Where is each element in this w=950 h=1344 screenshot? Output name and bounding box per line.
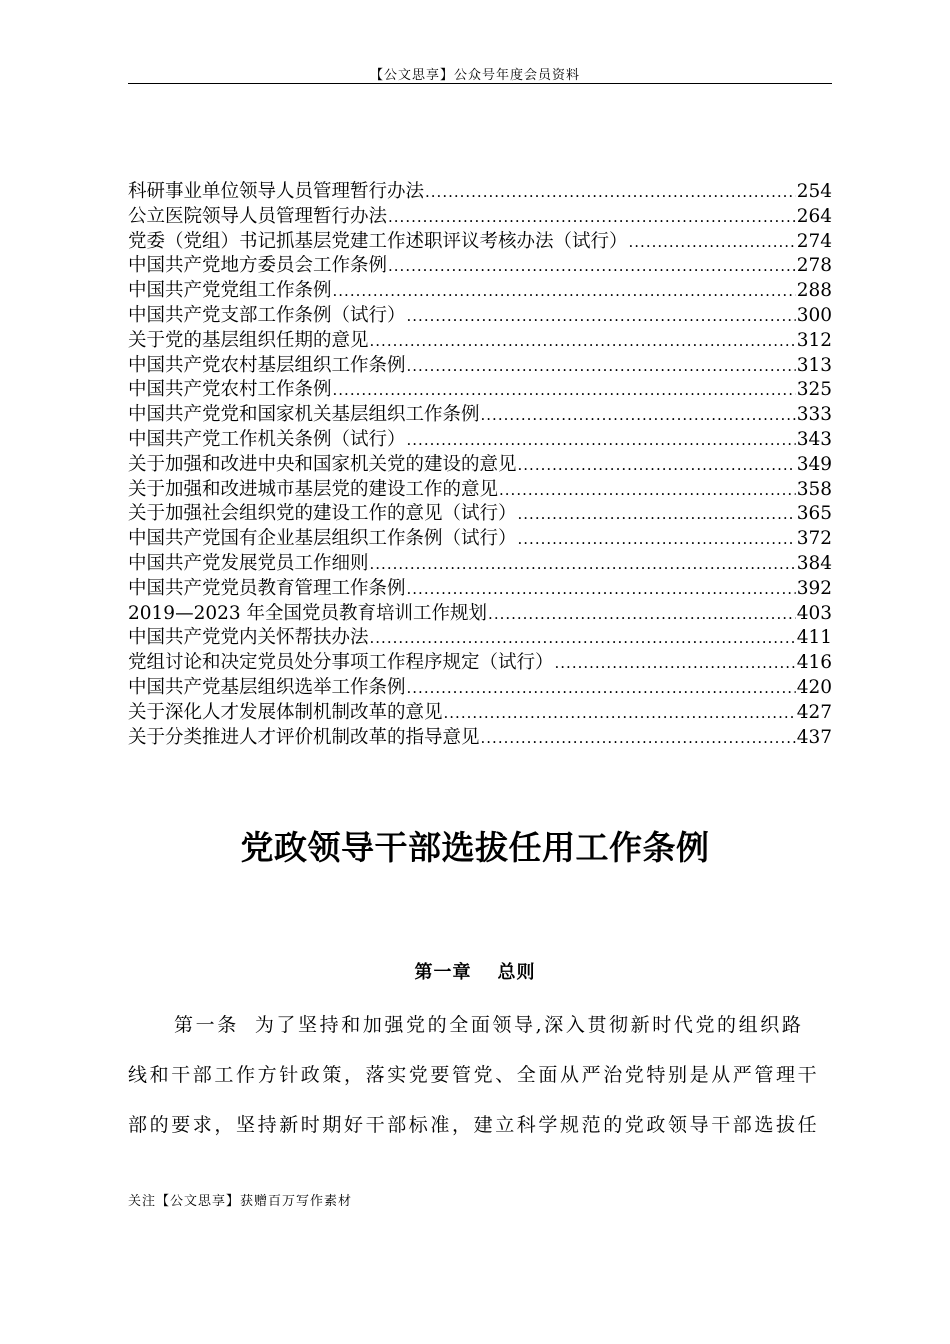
toc-page-number: 416 (796, 652, 832, 674)
toc-entry[interactable] (128, 329, 832, 354)
toc-dot-leader (407, 428, 796, 453)
toc-page-number: 365 (796, 503, 832, 525)
page-header: 【公文思享】公众号年度会员资料 (369, 68, 580, 83)
toc-dot-leader (407, 354, 796, 379)
toc-entry-title: 中国共产党党员教育管理工作条例 (128, 577, 406, 599)
toc-page-number: 437 (796, 726, 832, 748)
toc-page-number: 392 (796, 577, 832, 599)
toc-page-number: 349 (796, 453, 832, 475)
toc-dot-leader (518, 527, 796, 552)
toc-page-number: 333 (796, 404, 832, 426)
article-line-2: 线和干部工作方针政策，落实党要管党、全面从严治党特别是从严管理干 (128, 1064, 820, 1086)
toc-page-number: 300 (796, 304, 832, 326)
toc-dot-leader (481, 726, 796, 751)
toc-entry-title: 中国共产党党内关怀帮扶办法 (128, 627, 369, 649)
toc-entry-title: 中国共产党党和国家机关基层组织工作条例 (128, 404, 480, 426)
toc-entry-title: 中国共产党国有企业基层组织工作条例（试行） (128, 528, 517, 550)
toc-page-number: 358 (796, 478, 832, 500)
toc-entry-title: 中国共产党党组工作条例 (128, 280, 332, 302)
table-of-contents (128, 180, 832, 750)
toc-dot-leader (518, 502, 796, 527)
toc-entry[interactable] (128, 602, 832, 627)
toc-entry[interactable] (128, 478, 832, 503)
toc-dot-leader (488, 602, 796, 627)
toc-entry-title: 中国共产党支部工作条例（试行） (128, 304, 406, 326)
toc-dot-leader (333, 279, 796, 304)
toc-page-number: 372 (796, 528, 832, 550)
toc-entry[interactable] (128, 304, 832, 329)
toc-entry-title: 关于加强和改进中央和国家机关党的建设的意见 (128, 453, 517, 475)
chapter-number: 第一章 (414, 962, 472, 983)
toc-entry[interactable] (128, 180, 832, 205)
toc-dot-leader (407, 676, 796, 701)
toc-dot-leader (388, 205, 796, 230)
chapter-name: 总则 (497, 962, 536, 983)
toc-entry[interactable] (128, 279, 832, 304)
toc-dot-leader (555, 651, 796, 676)
toc-dot-leader (370, 329, 796, 354)
toc-page-number: 264 (796, 205, 832, 227)
toc-entry[interactable] (128, 378, 832, 403)
toc-entry[interactable] (128, 626, 832, 651)
toc-entry-title: 关于加强社会组织党的建设工作的意见（试行） (128, 503, 517, 525)
toc-entry-title: 中国共产党发展党员工作细则 (128, 552, 369, 574)
toc-page-number: 427 (796, 701, 832, 723)
toc-entry-title: 关于分类推进人才评价机制改革的指导意见 (128, 726, 480, 748)
toc-entry[interactable] (128, 453, 832, 478)
toc-entry[interactable] (128, 676, 832, 701)
toc-entry-title: 关于党的基层组织任期的意见 (128, 329, 369, 351)
toc-page-number: 420 (796, 676, 832, 698)
toc-entry[interactable] (128, 230, 832, 255)
toc-entry-title: 中国共产党工作机关条例（试行） (128, 428, 406, 450)
toc-entry-title: 中国共产党农村工作条例 (128, 379, 332, 401)
toc-page-number: 403 (796, 602, 832, 624)
article-text: 为了坚持和加强党的全面领导,深入贯彻新时代党的组织路 (254, 1014, 804, 1036)
toc-page-number: 343 (796, 428, 832, 450)
toc-entry-title: 党委（党组）书记抓基层党建工作述职评议考核办法（试行） (128, 230, 628, 252)
toc-page-number: 254 (796, 181, 832, 202)
article-label: 第一条 (174, 1014, 239, 1036)
header-divider (128, 83, 832, 84)
toc-entry[interactable] (128, 527, 832, 552)
page-footer: 关注【公文思享】获赠百万写作素材 (128, 1194, 353, 1209)
toc-dot-leader (425, 180, 796, 205)
toc-dot-leader (499, 478, 796, 503)
toc-page-number: 411 (796, 627, 832, 649)
toc-entry[interactable] (128, 205, 832, 230)
toc-entry[interactable] (128, 726, 832, 751)
toc-entry-title: 党组讨论和决定党员处分事项工作程序规定（试行） (128, 652, 554, 674)
toc-entry-title: 关于深化人才发展体制机制改革的意见 (128, 701, 443, 723)
toc-entry-title: 科研事业单位领导人员管理暂行办法 (128, 181, 425, 202)
toc-entry[interactable] (128, 254, 832, 279)
toc-dot-leader (370, 552, 796, 577)
toc-page-number: 384 (796, 552, 832, 574)
toc-page-number: 278 (796, 255, 832, 277)
toc-entry-title: 关于加强和改进城市基层党的建设工作的意见 (128, 478, 499, 500)
toc-entry[interactable] (128, 577, 832, 602)
toc-page-number: 312 (796, 329, 832, 351)
toc-entry-title: 中国共产党基层组织选举工作条例 (128, 676, 406, 698)
toc-entry[interactable] (128, 552, 832, 577)
toc-entry[interactable] (128, 701, 832, 726)
toc-dot-leader (388, 254, 796, 279)
toc-dot-leader (518, 453, 796, 478)
article-line-1 (128, 1000, 832, 1050)
toc-dot-leader (333, 378, 796, 403)
toc-page-number: 313 (796, 354, 832, 376)
toc-dot-leader (370, 626, 796, 651)
toc-dot-leader (407, 577, 796, 602)
toc-page-number: 325 (796, 379, 832, 401)
article-line-3: 部的要求，坚持新时期好干部标准，建立科学规范的党政领导干部选拔任 (128, 1114, 820, 1136)
toc-page-number: 274 (796, 230, 832, 252)
toc-entry-title: 2019—2023 年全国党员教育培训工作规划 (128, 602, 488, 624)
toc-page-number: 288 (796, 280, 832, 302)
toc-entry[interactable] (128, 651, 832, 676)
toc-entry-title: 公立医院领导人员管理暂行办法 (128, 205, 388, 227)
toc-entry[interactable] (128, 403, 832, 428)
toc-entry-title: 中国共产党地方委员会工作条例 (128, 255, 388, 277)
chapter-heading (0, 958, 950, 984)
toc-dot-leader (481, 403, 796, 428)
toc-entry[interactable] (128, 354, 832, 379)
toc-dot-leader (407, 304, 796, 329)
toc-entry[interactable] (128, 428, 832, 453)
document-title: 党政领导干部选拔任用工作条例 (240, 828, 710, 867)
toc-dot-leader (444, 701, 796, 726)
article-body (128, 1000, 832, 1150)
toc-entry[interactable] (128, 502, 832, 527)
toc-dot-leader (629, 230, 796, 255)
toc-entry-title: 中国共产党农村基层组织工作条例 (128, 354, 406, 376)
